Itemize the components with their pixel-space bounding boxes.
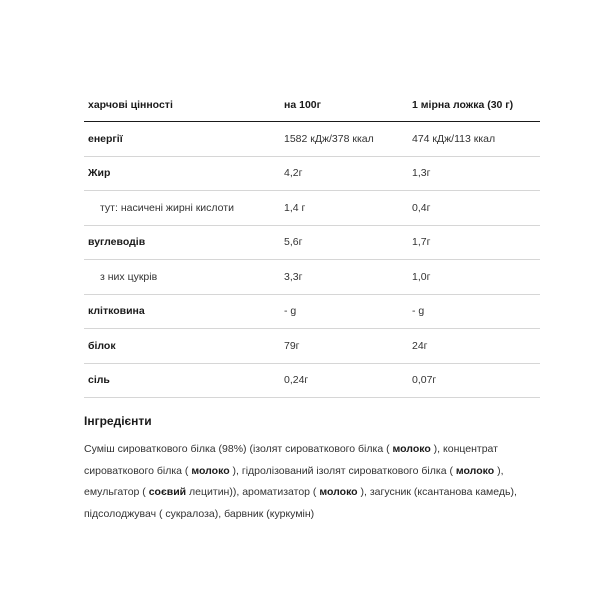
nutrient-label: з них цукрів — [84, 260, 280, 295]
nutrient-label: клітковина — [84, 294, 280, 329]
table-row — [84, 122, 540, 157]
allergen-text: молоко — [319, 486, 358, 498]
value-per-serving: 0,07г — [408, 363, 540, 398]
nutrition-table — [84, 88, 540, 398]
allergen-text: молоко — [392, 443, 431, 455]
table-row — [84, 225, 540, 260]
table-row — [84, 260, 540, 295]
value-per-serving: - g — [408, 294, 540, 329]
ingredient-text: Суміш сироваткового білка (98%) (ізолят сироваткового білка ( — [84, 443, 393, 455]
ingredients-line — [84, 504, 524, 526]
value-per-100g: 5,6г — [280, 225, 408, 260]
nutrient-label: Жир — [84, 156, 280, 191]
table-header-row — [84, 88, 540, 122]
ingredients-title: Інгредієнти — [84, 414, 152, 428]
value-per-serving: 0,4г — [408, 191, 540, 226]
value-per-100g: - g — [280, 294, 408, 329]
ingredients-text — [84, 439, 524, 525]
header-per-100g: на 100г — [280, 88, 408, 122]
table-row — [84, 191, 540, 226]
allergen-text: соєвий — [148, 486, 187, 498]
value-per-100g: 1582 кДж/378 ккал — [280, 122, 408, 157]
table-row — [84, 363, 540, 398]
ingredient-text: ), концентрат — [430, 443, 498, 455]
ingredient-text: підсолоджувач ( сукралоза), барвник (куркумін) — [84, 507, 315, 520]
value-per-100g: 79г — [280, 329, 408, 364]
ingredients-line — [84, 482, 524, 504]
nutrient-label: сіль — [84, 363, 280, 398]
value-per-serving: 1,0г — [408, 260, 540, 295]
allergen-text: молоко — [191, 464, 230, 477]
value-per-100g: 4,2г — [280, 156, 408, 191]
table-row — [84, 329, 540, 364]
header-per-serving: 1 мірна ложка (30 г) — [408, 88, 540, 122]
value-per-100g: 0,24г — [280, 363, 408, 398]
nutrition-table-body — [84, 122, 540, 398]
header-nutrient: харчові цінності — [84, 88, 280, 122]
ingredients-line — [84, 439, 524, 461]
table-row — [84, 294, 540, 329]
value-per-serving: 24г — [408, 329, 540, 364]
nutrition-panel — [84, 88, 540, 398]
table-row — [84, 156, 540, 191]
nutrient-label: вуглеводів — [84, 225, 280, 260]
ingredient-text: ), — [494, 464, 504, 477]
value-per-100g: 3,3г — [280, 260, 408, 295]
allergen-text: молоко — [455, 464, 495, 477]
ingredient-text: ), гідролізований ізолят сироваткового білка ( — [229, 464, 456, 477]
nutrient-label: білок — [84, 329, 280, 364]
value-per-100g: 1,4 г — [280, 191, 408, 226]
value-per-serving: 1,7г — [408, 225, 540, 260]
value-per-serving: 474 кДж/113 ккал — [408, 122, 540, 157]
nutrient-label: енергії — [84, 122, 280, 157]
ingredient-text: сироваткового білка ( — [84, 464, 192, 477]
ingredient-text: ), загусник (ксантанова камедь), — [357, 486, 517, 498]
nutrient-label: тут: насичені жирні кислоти — [84, 191, 280, 226]
ingredient-text: лецитин)), ароматизатор ( — [186, 486, 320, 498]
ingredient-text: емульгатор ( — [84, 486, 149, 498]
value-per-serving: 1,3г — [408, 156, 540, 191]
ingredients-line — [84, 461, 524, 483]
